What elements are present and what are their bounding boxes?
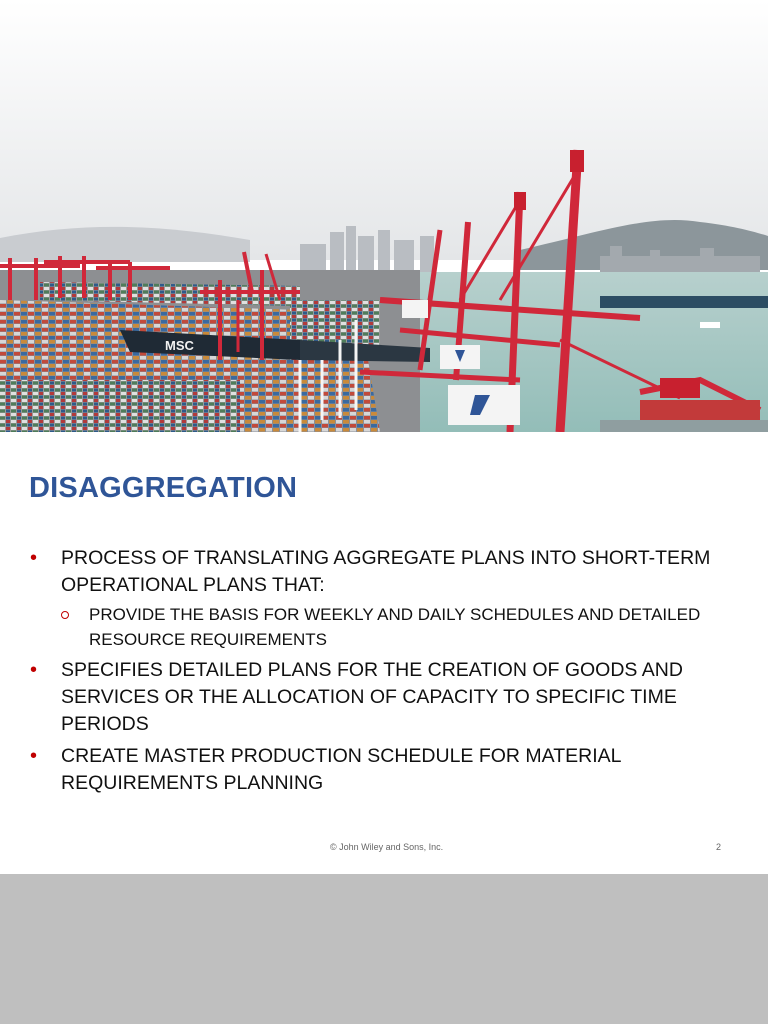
bullet-text: PROCESS OF TRANSLATING AGGREGATE PLANS INTO SHORT-TERM OPERATIONAL PLANS THAT: [61, 547, 711, 596]
ship-mark: MSC [165, 338, 194, 353]
bullet-list [30, 545, 742, 802]
bullet-item [30, 657, 742, 738]
circle-bullet-icon [61, 611, 69, 619]
sub-bullet-item [30, 602, 742, 652]
bullet-text: SPECIFIES DETAILED PLANS FOR THE CREATION OF GOODS AND SERVICES OR THE ALLOCATION OF CAPACITY TO SPECIFIC TIME PERIODS [61, 659, 683, 735]
port-photo [0, 0, 768, 432]
viewer-background [0, 874, 768, 1024]
sub-bullet-text: PROVIDE THE BASIS FOR WEEKLY AND DAILY SCHEDULES AND DETAILED RESOURCE REQUIREMENTS [89, 605, 701, 649]
bullet-text: CREATE MASTER PRODUCTION SCHEDULE FOR MATERIAL REQUIREMENTS PLANNING [61, 745, 621, 794]
slide-title: DISAGGREGATION [29, 472, 298, 504]
bullet-item [30, 743, 742, 797]
container-port-photo-icon [0, 0, 768, 432]
page-number: 2 [716, 842, 722, 852]
bullet-item [30, 545, 742, 599]
copyright-text: © John Wiley and Sons, Inc. [330, 842, 444, 852]
